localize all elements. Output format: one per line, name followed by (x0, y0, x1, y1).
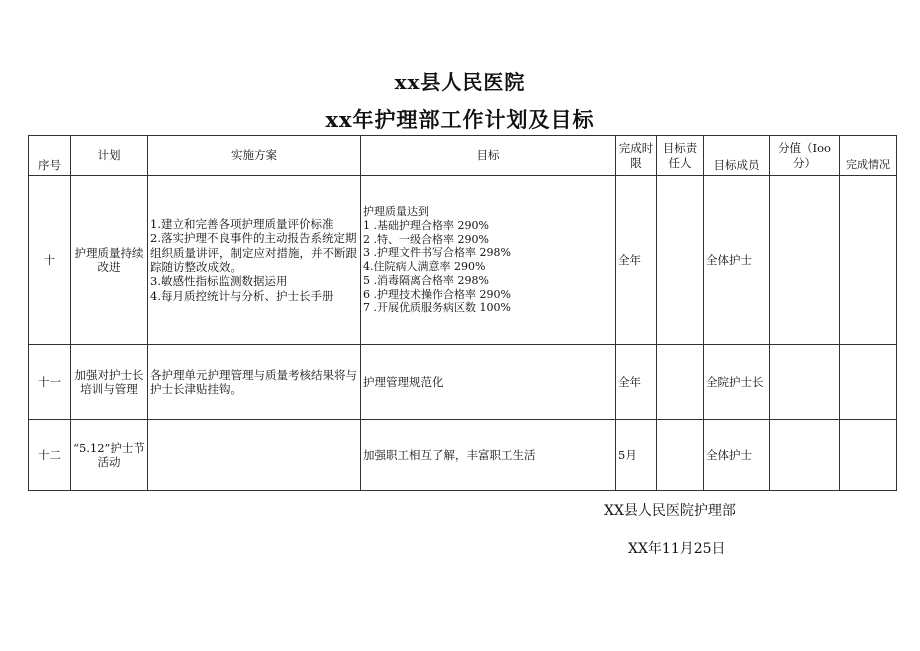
row-deadline: 5月 (616, 420, 657, 491)
measure-line: 3.敏感性指标监测数据运用 (150, 274, 288, 289)
table-row (29, 420, 897, 491)
row-members: 全院护士长 (704, 345, 770, 420)
row-deadline: 全年 (616, 345, 657, 420)
goal-line: 护理质量达到 (363, 205, 429, 218)
row-measures: 各护理单元护理管理与质量考核结果将与护士长津贴挂钩。 (148, 345, 361, 420)
row-goals: 护理管理规范化 (361, 345, 616, 420)
goal-line: 7 .开展优质服务病区数 100% (363, 301, 511, 315)
row-owner (657, 345, 704, 420)
row-plan: 加强对护士长培训与管理 (71, 345, 148, 420)
work-plan-table (28, 135, 897, 491)
table-header-row (29, 136, 897, 176)
table-row (29, 345, 897, 420)
row-deadline: 全年 (616, 176, 657, 345)
row-score (770, 345, 840, 420)
goal-line: 4.住院病人满意率 290% (363, 260, 486, 273)
table-row (29, 176, 897, 345)
document-title: xx县人民医院 (394, 70, 526, 94)
header-goals: 目标 (361, 136, 616, 176)
goal-line: 1 .基础护理合格率 290% (363, 218, 489, 232)
row-measures (148, 176, 361, 345)
measure-line: 1.建立和完善各项护理质量评价标准 (150, 216, 334, 231)
row-score (770, 176, 840, 345)
goal-line: 2 .特、一级合格率 290% (363, 232, 489, 246)
header-measures: 实施方案 (148, 136, 361, 176)
measure-line: 4.每月质控统计与分析、护士长手册 (150, 288, 334, 303)
header-members: 目标成员 (704, 136, 770, 176)
row-plan: 护理质量持续改进 (71, 176, 148, 345)
row-measures (148, 420, 361, 491)
row-no: 十 (29, 176, 71, 345)
header-plan: 计划 (71, 136, 148, 176)
header-owner: 目标责任人 (657, 136, 704, 176)
row-status (840, 176, 897, 345)
row-status (840, 420, 897, 491)
goal-line: 6 .护理技术操作合格率 290% (363, 287, 511, 301)
row-status (840, 345, 897, 420)
header-status: 完成情况 (840, 136, 897, 176)
header-no: 序号 (29, 136, 71, 176)
row-goals (361, 176, 616, 345)
signature-org: XX县人民医院护理部 (604, 503, 736, 519)
document-subtitle: xx年护理部工作计划及目标 (325, 107, 595, 132)
header-score: 分值（Ioo分） (770, 136, 840, 176)
row-goals: 加强职工相互了解，丰富职工生活 (361, 420, 616, 491)
row-no: 十二 (29, 420, 71, 491)
row-no: 十一 (29, 345, 71, 420)
row-members: 全体护士 (704, 176, 770, 345)
header-deadline: 完成时限 (616, 136, 657, 176)
row-plan: “5.12”护士节活动 (71, 420, 148, 491)
signature-date: XX年11月25日 (628, 541, 726, 557)
row-owner (657, 420, 704, 491)
goal-line: 3 .护理文件书写合格率 298% (363, 246, 511, 260)
goal-line: 5 .消毒隔离合格率 298% (363, 273, 489, 287)
row-score (770, 420, 840, 491)
row-owner (657, 176, 704, 345)
row-members: 全体护士 (704, 420, 770, 491)
measure-line: 2.落实护理不良事件的主动报告系统定期组织质量讲评，制定应对措施，并不断跟踪随访整改成效。 (150, 231, 357, 274)
